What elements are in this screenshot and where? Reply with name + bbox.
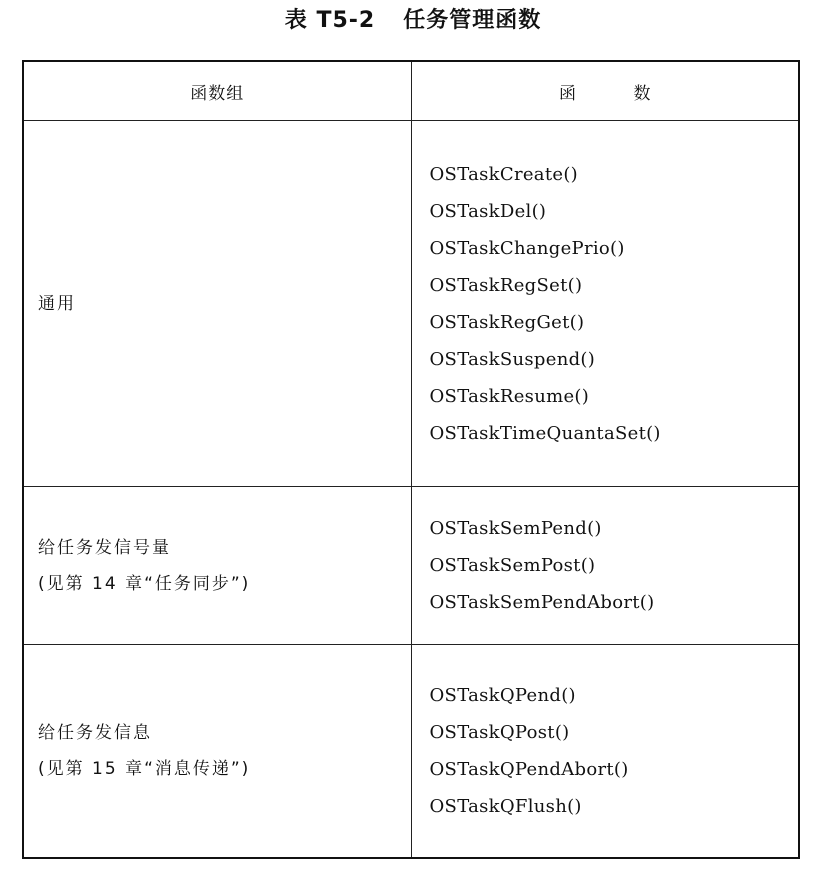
function-name: OSTaskRegGet() (429, 311, 585, 333)
function-name: OSTaskDel() (429, 200, 547, 222)
functions-cell (411, 487, 799, 645)
header-functions: 函 数 (411, 61, 799, 121)
function-name: OSTaskSemPost() (429, 555, 596, 576)
group-label: 给任务发信号量 (38, 537, 171, 558)
function-name: OSTaskSuspend() (429, 348, 596, 370)
group-label: 通用 (38, 293, 76, 314)
function-name: OSTaskQPend() (429, 685, 576, 706)
function-name: OSTaskSemPendAbort() (429, 592, 655, 613)
group-note: (见第 14 章“任务同步”) (38, 573, 251, 594)
function-name: OSTaskQFlush() (429, 796, 582, 817)
group-label: 给任务发信息 (38, 723, 152, 743)
group-note: (见第 15 章“消息传递”) (38, 759, 251, 779)
function-name: OSTaskChangePrio() (429, 237, 625, 259)
group-cell (23, 121, 411, 487)
table-title: 任务管理函数 (403, 8, 542, 33)
function-name: OSTaskRegSet() (429, 274, 583, 296)
function-list (430, 156, 799, 452)
function-name: OSTaskResume() (429, 385, 590, 407)
table-caption (0, 6, 826, 36)
functions-cell (411, 645, 799, 859)
table-row (23, 121, 799, 487)
function-name: OSTaskSemPend() (429, 518, 602, 539)
table-number: 表 T5-2 (284, 8, 376, 33)
task-management-table (22, 60, 800, 859)
function-name: OSTaskQPendAbort() (429, 759, 629, 780)
table-row (23, 645, 799, 859)
functions-cell (411, 121, 799, 487)
header-row (23, 61, 799, 121)
header-function-group: 函数组 (23, 61, 411, 121)
function-list (430, 677, 799, 825)
function-name: OSTaskTimeQuantaSet() (429, 422, 661, 444)
table-row (23, 487, 799, 645)
group-cell (23, 645, 411, 859)
function-name: OSTaskCreate() (429, 163, 578, 185)
group-cell (23, 487, 411, 645)
function-list (430, 510, 799, 621)
function-name: OSTaskQPost() (429, 722, 570, 743)
